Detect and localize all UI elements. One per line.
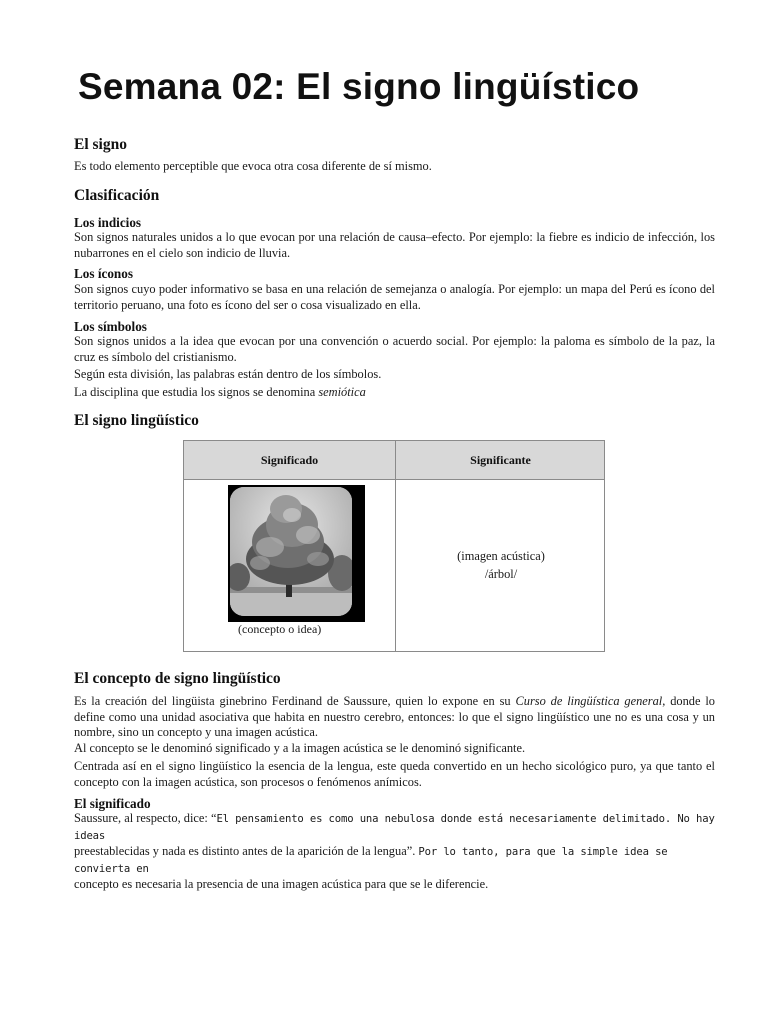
tree-photo-icon — [228, 485, 365, 622]
concepto-p1 — [74, 694, 715, 741]
concepto-p1-after: , donde lo define como una unidad asociativa que habita en nuestro cerebro, entonces: lo que el signo lingüístico une no es una cosa y un nombre, sino un concepto y una imagen acústica. — [74, 694, 716, 739]
significado-quote-2: Por lo tanto, para que la simple idea se convierta en — [74, 846, 668, 875]
book-title: Curso de lingüística general — [515, 694, 663, 708]
heading-signo-linguistico: El signo lingüístico — [74, 412, 199, 429]
heading-significado: El significado — [74, 796, 151, 811]
page-title: Semana 02: El signo lingüístico — [78, 66, 640, 107]
significado-t1: Saussure, al respecto, dice: “ — [74, 811, 217, 825]
tree-image — [230, 487, 352, 616]
significado-t3: preestablecidas y nada es distinto antes de la aparición de la lengua”. — [74, 844, 419, 858]
significado-caption: (concepto o idea) — [238, 622, 322, 636]
heading-simbolos: Los símbolos — [74, 319, 147, 334]
heading-iconos: Los íconos — [74, 266, 133, 281]
tree-illustration — [230, 487, 352, 616]
iconos-text: Son signos cuyo poder informativo se basa en una relación de semejanza o analogía. Por ejemplo: un mapa del Perú es ícono del territorio peruano, una foto es ícono del ser o cosa visualizado en ella. — [74, 282, 715, 312]
signo-definition: Es todo elemento perceptible que evoca otra cosa diferente de sí mismo. — [74, 159, 432, 173]
disciplina-lead: La disciplina que estudia los signos se denomina — [74, 385, 319, 399]
concepto-p1-before: Es la creación del lingüista ginebrino Ferdinand de Saussure, quien lo expone en su — [74, 694, 516, 708]
disciplina-text — [74, 385, 715, 401]
simbolos-text: Son signos unidos a la idea que evocan por una convención o acuerdo social. Por ejemplo: la paloma es símbolo de la paz, la cruz es símbolo del cristianismo. — [74, 334, 715, 364]
heading-clasificacion: Clasificación — [74, 187, 160, 204]
significado-text — [74, 811, 715, 893]
significante-line2: /árbol/ — [484, 567, 518, 581]
disciplina-term: semiótica — [318, 385, 366, 399]
header-significante: Significante — [470, 453, 531, 467]
indicios-text: Son signos naturales unidos a lo que evocan por una relación de causa–efecto. Por ejemplo: la fiebre es indicio de infección, los nubarrones en el cielo son indicio de lluvia. — [74, 230, 715, 260]
concepto-p3: Centrada así en el signo lingüístico la esencia de la lengua, este queda convertido en un hecho sicológico puro, ya que tanto el concepto con la imagen acústica, son procesos o fenómenos anímicos. — [74, 759, 715, 789]
significante-line1: (imagen acústica) — [457, 549, 545, 563]
heading-indicios: Los indicios — [74, 215, 142, 230]
heading-concepto: El concepto de signo lingüístico — [74, 670, 281, 687]
concepto-p2: Al concepto se le denominó significado y a la imagen acústica se le denominó significante. — [74, 741, 526, 755]
header-significado: Significado — [260, 453, 319, 467]
heading-el-signo: El signo — [74, 136, 127, 153]
division-text: Según esta división, las palabras están dentro de los símbolos. — [74, 367, 382, 381]
significado-t5: concepto es necesaria la presencia de una imagen acústica para que se le diferencie. — [74, 877, 489, 891]
significado-quote-1: El pensamiento es como una nebulosa donde está necesariamente delimitado. No hay ideas — [74, 813, 715, 842]
